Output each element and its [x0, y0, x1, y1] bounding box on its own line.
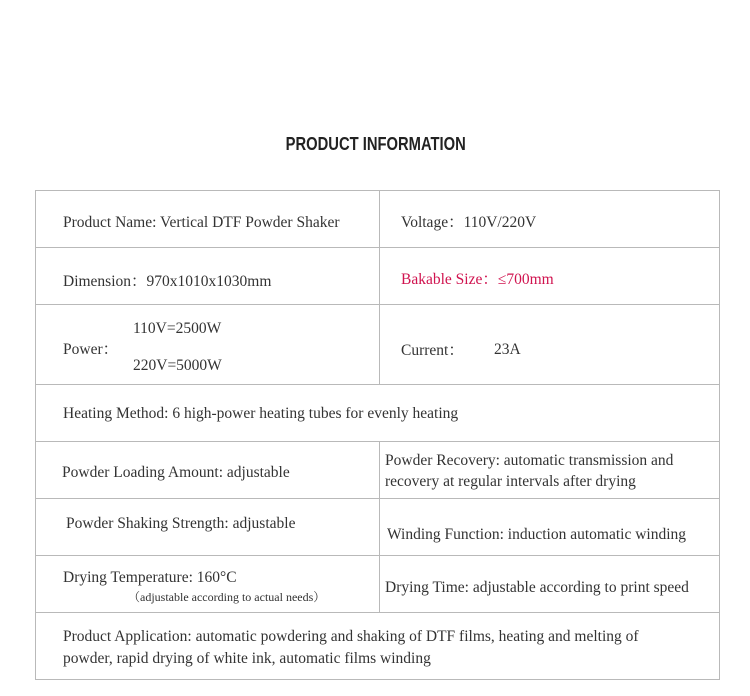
- table-row-product-application: [36, 613, 719, 679]
- cell-drying-temperature: [36, 556, 380, 612]
- cell-voltage: [380, 191, 719, 247]
- page-title: PRODUCT INFORMATION: [285, 134, 466, 154]
- table-row-powder-loading: [36, 442, 719, 499]
- table-row-powder-shaking: [36, 499, 719, 556]
- powder-loading-text: Powder Loading Amount: adjustable: [62, 464, 290, 481]
- power-110v-value: 110V=2500W: [133, 320, 222, 337]
- product-name-text: Product Name: Vertical DTF Powder Shaker: [63, 214, 340, 231]
- cell-powder-recovery: [380, 442, 719, 498]
- current-value: 23A: [494, 341, 521, 358]
- cell-bakable-size: [380, 248, 719, 304]
- powder-shaking-text: Powder Shaking Strength: adjustable: [66, 515, 296, 532]
- voltage-text: Voltage：110V/220V: [401, 214, 537, 231]
- cell-drying-time: [380, 556, 719, 612]
- cell-powder-loading: [36, 442, 380, 498]
- cell-power: [36, 305, 380, 384]
- powder-recovery-line2: recovery at regular intervals after drying: [385, 473, 636, 490]
- table-row-product-name: [36, 191, 719, 248]
- cell-winding-function: [380, 499, 719, 555]
- table-row-drying-temperature: [36, 556, 719, 613]
- table-row-heating-method: [36, 385, 719, 442]
- product-application-line2: powder, rapid drying of white ink, automatic films winding: [63, 650, 431, 667]
- cell-powder-shaking: [36, 499, 380, 555]
- dimension-text: Dimension：970x1010x1030mm: [63, 273, 272, 290]
- bakable-size-text: Bakable Size：≤700mm: [401, 271, 554, 288]
- product-info-table: [35, 190, 720, 680]
- drying-time-text: Drying Time: adjustable according to print speed: [385, 579, 689, 596]
- heating-method-text: Heating Method: 6 high-power heating tubes for evenly heating: [63, 405, 459, 422]
- winding-function-text: Winding Function: induction automatic winding: [387, 526, 687, 543]
- cell-dimension: [36, 248, 380, 304]
- power-220v-value: 220V=5000W: [133, 357, 222, 374]
- table-row-dimension: [36, 248, 719, 305]
- power-label: Power：: [63, 341, 119, 358]
- cell-product-application: [36, 613, 719, 679]
- current-label: Current：: [401, 342, 464, 359]
- drying-temperature-note: （adjustable according to actual needs）: [128, 590, 326, 604]
- product-application-line1: Product Application: automatic powdering and shaking of DTF films, heating and melting of: [63, 628, 639, 645]
- cell-heating-method: [36, 385, 719, 441]
- cell-current: [380, 305, 719, 384]
- table-row-power: [36, 305, 719, 385]
- drying-temperature-text: Drying Temperature: 160°C: [63, 569, 237, 586]
- powder-recovery-line1: Powder Recovery: automatic transmission and: [385, 452, 674, 469]
- cell-product-name: [36, 191, 380, 247]
